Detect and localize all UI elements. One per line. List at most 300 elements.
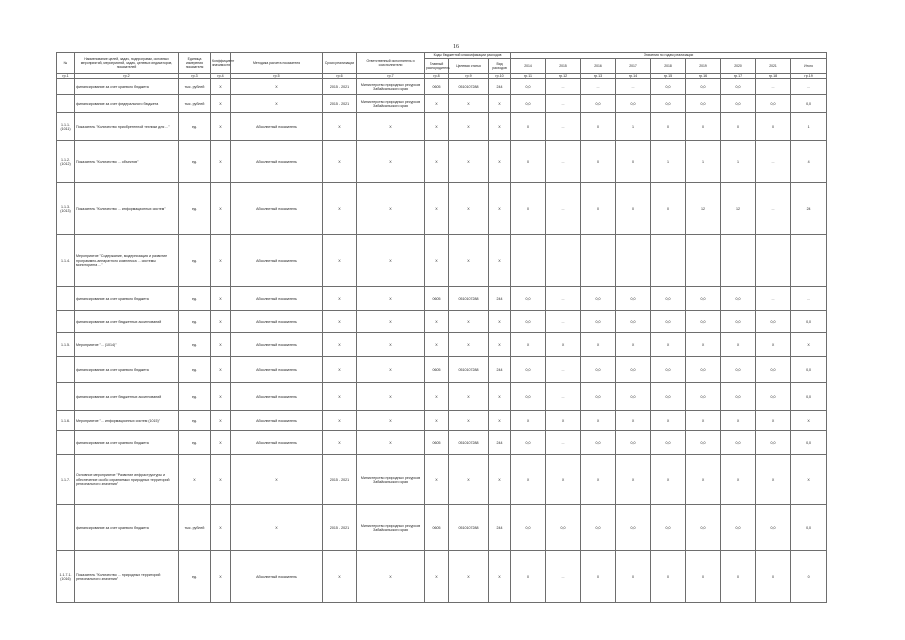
row-year-value: 0 (651, 113, 686, 141)
row-year-value: 0,0 (511, 311, 546, 333)
row-unit: ед. (179, 333, 211, 357)
header-year: 2020 (721, 59, 756, 74)
row-grbs: X (425, 333, 449, 357)
table-row (57, 79, 827, 95)
row-unit: ед. (179, 411, 211, 431)
column-number: гр.15 (651, 74, 686, 79)
row-coef: X (211, 357, 231, 383)
row-year-value: 0 (616, 551, 651, 603)
row-unit: ед. (179, 141, 211, 183)
row-name: Показатель "Количество приобретенной техники для ..." (75, 113, 179, 141)
row-method: Абсолютный показатель (231, 311, 323, 333)
row-term: 2015 - 2021 (323, 455, 357, 505)
row-article: X (449, 141, 489, 183)
row-unit: тыс. рублей (179, 505, 211, 551)
row-name: Мероприятие "... (1014)" (75, 333, 179, 357)
row-method: Абсолютный показатель (231, 141, 323, 183)
row-year-value: 0,0 (651, 79, 686, 95)
column-number: гр.7 (357, 74, 425, 79)
row-year-value: X (756, 455, 791, 505)
row-term: X (323, 357, 357, 383)
table-row (57, 141, 827, 183)
row-article: X (449, 551, 489, 603)
row-year-value: ... (546, 311, 581, 333)
row-year-value: 4 (791, 141, 827, 183)
row-unit: ед. (179, 551, 211, 603)
row-article: 0510107288 (449, 505, 489, 551)
row-year-value: 0,0 (511, 95, 546, 113)
row-executor: Министерство природных ресурсов Забайкальского края (357, 95, 425, 113)
row-name: Основное мероприятие "Развитие инфраструктуры и обеспечение особо охраняемых природных территорий регионального значения" (75, 455, 179, 505)
row-grbs: X (425, 141, 449, 183)
row-executor: X (357, 551, 425, 603)
row-vr: X (489, 235, 511, 287)
row-year-value: X (686, 333, 721, 357)
column-number: гр.10 (489, 74, 511, 79)
row-method: X (231, 95, 323, 113)
row-method: Абсолютный показатель (231, 411, 323, 431)
row-name: финансирование за счет краевого бюджета (75, 431, 179, 455)
header-year: Итого (791, 59, 827, 74)
row-year-value: 0 (511, 141, 546, 183)
header-values-group: Значения по годам реализации (511, 53, 827, 59)
row-method: X (231, 79, 323, 95)
row-term: X (323, 141, 357, 183)
row-unit: тыс. рублей (179, 79, 211, 95)
header-num: № (57, 53, 75, 74)
row-grbs: X (425, 235, 449, 287)
row-coef: X (211, 79, 231, 95)
row-year-value: X (651, 455, 686, 505)
row-unit: ед. (179, 311, 211, 333)
table-row (57, 235, 827, 287)
row-year-value: 0 (651, 551, 686, 603)
row-year-value: 1 (721, 141, 756, 183)
row-year-value: 0,0 (616, 95, 651, 113)
column-number: гр.9 (449, 74, 489, 79)
row-year-value: X (581, 411, 616, 431)
row-year-value: ... (546, 183, 581, 235)
row-year-value: X (756, 333, 791, 357)
row-vr: X (489, 411, 511, 431)
column-number: гр.16 (686, 74, 721, 79)
row-number: 1.1.1. (1011) (57, 113, 75, 141)
row-year-value: 0,0 (721, 505, 756, 551)
row-term: X (323, 411, 357, 431)
header-executor: Ответственный исполнитель и соисполнители (357, 53, 425, 74)
header-year: 2014 (511, 59, 546, 74)
row-year-value: 0,0 (651, 357, 686, 383)
header-year: 2017 (616, 59, 651, 74)
table-row (57, 383, 827, 411)
row-year-value: 0 (686, 551, 721, 603)
row-year-value: 12 (686, 183, 721, 235)
row-article: X (449, 95, 489, 113)
row-vr: 244 (489, 505, 511, 551)
row-number (57, 505, 75, 551)
row-method: X (231, 455, 323, 505)
row-year-value: X (546, 411, 581, 431)
row-coef: X (211, 311, 231, 333)
row-year-value: 0,0 (651, 95, 686, 113)
row-executor: Министерство природных ресурсов Забайкальского края (357, 79, 425, 95)
row-year-value: 0,0 (756, 505, 791, 551)
row-name: финансирование за счет краевого бюджета (75, 505, 179, 551)
row-article: X (449, 311, 489, 333)
row-vr: 244 (489, 287, 511, 311)
column-number: гр.17 (721, 74, 756, 79)
row-grbs: X (425, 455, 449, 505)
row-coef: X (211, 287, 231, 311)
row-executor: X (357, 113, 425, 141)
row-year-value: ... (546, 287, 581, 311)
row-year-value: 0,0 (686, 431, 721, 455)
row-executor: X (357, 333, 425, 357)
row-year-value: 0 (651, 183, 686, 235)
row-executor: Министерство природных ресурсов Забайкальского края (357, 455, 425, 505)
row-year-value: X (651, 411, 686, 431)
row-year-value: X (511, 411, 546, 431)
table-row (57, 183, 827, 235)
row-year-value: 0,0 (581, 311, 616, 333)
row-year-value: 1 (791, 113, 827, 141)
row-vr: 244 (489, 79, 511, 95)
row-grbs: X (425, 113, 449, 141)
column-number: гр.3 (179, 74, 211, 79)
column-number: гр.4 (211, 74, 231, 79)
header-year: 2018 (651, 59, 686, 74)
row-year-value: 12 (721, 183, 756, 235)
row-year-value: 0,0 (511, 431, 546, 455)
row-year-value: ... (791, 287, 827, 311)
row-coef: X (211, 383, 231, 411)
row-year-value: 1 (651, 141, 686, 183)
row-vr: X (489, 113, 511, 141)
header-article: Целевая статья (449, 59, 489, 74)
row-article: 0510107288 (449, 431, 489, 455)
header-vr: Вид расходов (489, 59, 511, 74)
row-year-value: X (651, 333, 686, 357)
row-year-value: X (511, 333, 546, 357)
row-term: 2015 - 2021 (323, 505, 357, 551)
row-name: Мероприятие "Содержание, модернизация и развитие программно-аппаратного комплекса ... системы мониторинга ..." (75, 235, 179, 287)
row-year-value (721, 235, 756, 287)
row-year-value: 0,0 (791, 383, 827, 411)
column-number: гр.13 (581, 74, 616, 79)
row-year-value: 0,0 (651, 287, 686, 311)
row-name: финансирование за счет бюджетных ассигнований (75, 383, 179, 411)
row-number: 1.1.3. (1013) (57, 183, 75, 235)
row-year-value: 0,0 (511, 287, 546, 311)
row-year-value: 0,0 (616, 311, 651, 333)
row-year-value: 0,0 (721, 431, 756, 455)
row-year-value: X (616, 455, 651, 505)
row-vr: X (489, 183, 511, 235)
row-year-value: 0 (511, 113, 546, 141)
row-executor: Министерство природных ресурсов Забайкальского края (357, 505, 425, 551)
row-vr: 244 (489, 357, 511, 383)
row-year-value: 0,0 (651, 383, 686, 411)
row-year-value: 0 (686, 113, 721, 141)
row-year-value: 0,0 (581, 383, 616, 411)
row-year-value: ... (616, 79, 651, 95)
row-year-value: 0,0 (721, 287, 756, 311)
column-number: гр.12 (546, 74, 581, 79)
row-name: финансирование за счет бюджетных ассигнований (75, 311, 179, 333)
row-term: X (323, 333, 357, 357)
row-unit: ед. (179, 287, 211, 311)
row-year-value: 0,0 (756, 95, 791, 113)
row-grbs: X (425, 411, 449, 431)
header-term: Сроки реализации (323, 53, 357, 74)
row-year-value: X (616, 333, 651, 357)
row-year-value: ... (791, 79, 827, 95)
row-year-value: 0,0 (756, 311, 791, 333)
row-year-value: 0 (511, 183, 546, 235)
row-year-value: X (721, 411, 756, 431)
table-row (57, 113, 827, 141)
row-year-value: 0 (721, 113, 756, 141)
row-term: X (323, 431, 357, 455)
row-year-value: X (791, 333, 827, 357)
row-year-value: X (581, 333, 616, 357)
row-year-value (546, 235, 581, 287)
row-name: финансирование за счет краевого бюджета (75, 287, 179, 311)
header-year: 2015 (546, 59, 581, 74)
header-grbs: Главный распорядитель (425, 59, 449, 74)
row-number (57, 431, 75, 455)
column-number: гр.2 (75, 74, 179, 79)
row-year-value: X (546, 333, 581, 357)
row-year-value: X (756, 411, 791, 431)
row-coef: X (211, 113, 231, 141)
row-executor: X (357, 235, 425, 287)
row-article: X (449, 383, 489, 411)
row-name: Показатель "Количество ... природных территорий регионального значения" (75, 551, 179, 603)
row-year-value: 0,0 (651, 505, 686, 551)
row-year-value: ... (581, 79, 616, 95)
row-grbs: 0605 (425, 287, 449, 311)
row-number (57, 383, 75, 411)
row-year-value: 24 (791, 183, 827, 235)
row-method: Абсолютный показатель (231, 113, 323, 141)
row-coef: X (211, 235, 231, 287)
row-number: 1.1.5. (57, 333, 75, 357)
row-number (57, 95, 75, 113)
row-number: 1.1.2. (1012) (57, 141, 75, 183)
row-number: 1.1.7.1. (1016) (57, 551, 75, 603)
header-year: 2019 (686, 59, 721, 74)
header-budget-group: Коды бюджетной классификации расходов (425, 53, 511, 59)
row-year-value: 0,0 (686, 505, 721, 551)
row-name: Мероприятие "... информационных систем (1015)" (75, 411, 179, 431)
row-year-value: X (721, 455, 756, 505)
row-number (57, 287, 75, 311)
row-coef: X (211, 455, 231, 505)
row-year-value: 0,0 (791, 311, 827, 333)
row-executor: X (357, 383, 425, 411)
row-year-value: 0,0 (721, 383, 756, 411)
row-grbs: X (425, 95, 449, 113)
row-year-value: 0,0 (721, 311, 756, 333)
row-year-value: 0,0 (581, 95, 616, 113)
row-grbs: X (425, 551, 449, 603)
row-year-value: 0,0 (756, 383, 791, 411)
column-number: гр.14 (616, 74, 651, 79)
column-number: гр.11 (511, 74, 546, 79)
row-article: X (449, 235, 489, 287)
row-year-value: 0,0 (581, 287, 616, 311)
row-coef: X (211, 95, 231, 113)
row-year-value: 0,0 (686, 95, 721, 113)
row-year-value: 0,0 (721, 79, 756, 95)
row-term: X (323, 235, 357, 287)
row-year-value: X (686, 411, 721, 431)
row-term: X (323, 383, 357, 411)
row-term: 2015 - 2021 (323, 95, 357, 113)
row-vr: X (489, 455, 511, 505)
row-year-value: 0,0 (616, 505, 651, 551)
page-number: 16 (453, 44, 459, 50)
row-year-value: ... (756, 183, 791, 235)
header-method: Методика расчета показателя (231, 53, 323, 74)
row-method: Абсолютный показатель (231, 183, 323, 235)
row-grbs: 0605 (425, 431, 449, 455)
row-unit: ед. (179, 357, 211, 383)
row-name: Показатель "Количество ... объектов" (75, 141, 179, 183)
row-year-value: ... (756, 141, 791, 183)
row-year-value: 0,0 (616, 431, 651, 455)
row-year-value: X (791, 411, 827, 431)
row-number (57, 311, 75, 333)
row-year-value: X (546, 455, 581, 505)
row-executor: X (357, 183, 425, 235)
row-name: Показатель "Количество ... информационных систем" (75, 183, 179, 235)
row-year-value: 0,0 (616, 357, 651, 383)
row-unit: ед. (179, 383, 211, 411)
row-year-value: 0,0 (791, 357, 827, 383)
header-name: Наименование целей, задач, подпрограмм, основных мероприятий, мероприятий, задач, целевых индикаторов, показателей (75, 53, 179, 74)
row-unit: ед. (179, 183, 211, 235)
row-year-value: X (581, 455, 616, 505)
table-row (57, 357, 827, 383)
row-year-value: ... (546, 383, 581, 411)
row-year-value: 0,0 (756, 431, 791, 455)
column-number: гр.5 (231, 74, 323, 79)
row-year-value: 0 (581, 141, 616, 183)
row-year-value (581, 235, 616, 287)
row-coef: X (211, 551, 231, 603)
row-grbs: 0605 (425, 357, 449, 383)
header-year: 2016 (581, 59, 616, 74)
row-grbs: X (425, 311, 449, 333)
table-row (57, 505, 827, 551)
row-year-value: 0 (721, 551, 756, 603)
row-executor: X (357, 431, 425, 455)
column-number: гр.8 (425, 74, 449, 79)
table-row (57, 411, 827, 431)
row-year-value: 0 (616, 141, 651, 183)
row-number: 1.1.7. (57, 455, 75, 505)
row-vr: X (489, 333, 511, 357)
row-method: X (231, 505, 323, 551)
row-term: X (323, 551, 357, 603)
column-number: гр.1 (57, 74, 75, 79)
row-article: X (449, 183, 489, 235)
row-year-value: X (616, 411, 651, 431)
row-year-value: X (721, 333, 756, 357)
row-year-value: 0,0 (511, 79, 546, 95)
row-year-value (651, 235, 686, 287)
budget-table (56, 52, 827, 603)
row-number: 1.1.4. (57, 235, 75, 287)
row-year-value: 0,0 (686, 357, 721, 383)
row-term: 2015 - 2021 (323, 79, 357, 95)
row-number (57, 357, 75, 383)
header-year: 2021 (756, 59, 791, 74)
row-year-value: ... (756, 287, 791, 311)
row-year-value: X (511, 455, 546, 505)
row-coef: X (211, 411, 231, 431)
row-year-value: ... (546, 79, 581, 95)
row-year-value: 0 (511, 551, 546, 603)
row-year-value: ... (546, 551, 581, 603)
row-coef: X (211, 183, 231, 235)
row-year-value: 0,0 (756, 357, 791, 383)
row-vr: 244 (489, 431, 511, 455)
row-year-value: 0 (616, 183, 651, 235)
row-year-value: 0 (791, 551, 827, 603)
row-vr: X (489, 141, 511, 183)
row-year-value: 1 (686, 141, 721, 183)
row-coef: X (211, 333, 231, 357)
row-year-value: 0 (581, 551, 616, 603)
row-year-value (791, 235, 827, 287)
row-year-value: 0,0 (651, 431, 686, 455)
row-year-value (511, 235, 546, 287)
table-row (57, 551, 827, 603)
row-executor: X (357, 357, 425, 383)
table-row (57, 431, 827, 455)
row-coef: X (211, 431, 231, 455)
row-vr: X (489, 95, 511, 113)
row-year-value: 0,0 (511, 505, 546, 551)
row-year-value: ... (546, 431, 581, 455)
row-year-value (756, 235, 791, 287)
row-coef: X (211, 505, 231, 551)
row-year-value: 0 (756, 113, 791, 141)
row-article: X (449, 333, 489, 357)
row-article: X (449, 113, 489, 141)
row-year-value: 0 (581, 113, 616, 141)
table-row (57, 333, 827, 357)
row-year-value: 0,0 (686, 79, 721, 95)
row-name: финансирование за счет федерального бюджета (75, 95, 179, 113)
row-year-value: 0,0 (511, 383, 546, 411)
row-unit: ед. (179, 235, 211, 287)
row-number (57, 79, 75, 95)
row-method: Абсолютный показатель (231, 357, 323, 383)
row-coef: X (211, 141, 231, 183)
row-article: 0510107288 (449, 357, 489, 383)
row-year-value: X (686, 455, 721, 505)
row-year-value: 0,0 (546, 505, 581, 551)
row-method: Абсолютный показатель (231, 551, 323, 603)
row-article: 0510107288 (449, 79, 489, 95)
column-number: гр.6 (323, 74, 357, 79)
row-year-value: 0 (581, 183, 616, 235)
row-vr: X (489, 311, 511, 333)
